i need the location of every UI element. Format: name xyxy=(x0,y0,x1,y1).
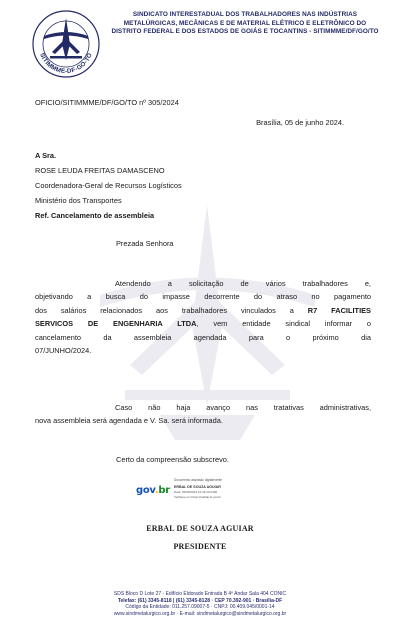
letter-footer xyxy=(0,591,400,617)
footer-web: www.sindmetalurgico.org.br · E-mail: sindmetalurgico@sindmetalurgico.org.br xyxy=(113,610,287,617)
signatory-title: PRESIDENTE xyxy=(173,542,227,551)
union-logo xyxy=(30,8,102,80)
paragraph-line: Atendendo a solicitação de vários trabalhadores e, xyxy=(115,279,371,288)
paragraph-line xyxy=(35,317,371,330)
letterhead-line: METALÚRGICAS, MECÂNICAS E DE MATERIAL ELÉTRICO E ELETRÔNICO DO xyxy=(123,19,367,27)
paragraph-main xyxy=(35,277,371,357)
letterhead-title xyxy=(104,11,386,37)
signatory-name: ERBAL DE SOUZA AGUIAR xyxy=(146,524,254,533)
govbr-logo xyxy=(136,485,170,496)
letter-date: Brasília, 05 de junho 2024. xyxy=(256,118,344,127)
recipient-name: ROSE LEUDA FREITAS DAMASCENO xyxy=(35,166,165,175)
stamp-verify-link: Verifique em https://validar.iti.gov.br xyxy=(174,494,222,499)
company-name: SERVICOS DE ENGENHARIA LTDA xyxy=(35,319,197,329)
footer-address: SDS Bloco D Lote 27 - Edifício Eldorado Entrada B 4º Andar Sala 404 CONIC xyxy=(113,591,287,597)
greeting: Prezada Senhora xyxy=(116,239,174,248)
govbr-logo-part: gov xyxy=(136,485,155,496)
paragraph-text: , vem entidade sindical informar o xyxy=(196,319,371,329)
subject-line: Ref. Cancelamento de assembleia xyxy=(35,211,155,220)
paragraph-line: cancelamento da assembleia agendada para o próximo dia xyxy=(35,332,371,342)
paragraph-line: 07/JUNHO/2024. xyxy=(35,346,92,356)
footer-phone: Telefax: (61) 3345-8118 | (61) 3345-8128 · CEP 70.392-901 · Brasília-DF xyxy=(117,597,283,604)
company-name: R7 FACILITIES xyxy=(307,305,371,315)
logo-text: SITIMMME-DF-GO-TO xyxy=(38,51,94,76)
recipient-role: Coordenadora-Geral de Recursos Logísticos xyxy=(35,181,182,190)
paragraph-text: dos salários relacionados aos trabalhadores vinculados a xyxy=(35,305,308,315)
digital-signature-stamp xyxy=(136,476,264,504)
paragraph-line: objetivando a busca do impasse decorrente do atraso no pagamento xyxy=(35,292,371,302)
paragraph-line xyxy=(35,304,371,317)
paragraph-second xyxy=(35,401,371,428)
recipient-organization: Ministério dos Transportes xyxy=(35,196,122,205)
paragraph-line: Caso não haja avanço nas tratativas administrativas, xyxy=(115,403,371,412)
stamp-caption: Documento assinado digitalmente xyxy=(174,478,223,482)
govbr-logo-part: . xyxy=(154,485,159,496)
govbr-logo-part: br xyxy=(158,485,170,496)
paragraph-line: nova assembleia será agendada e V. Sa. será informada. xyxy=(35,416,223,426)
stamp-signer: ERBAL DE SOUZA AGUIAR xyxy=(174,485,221,489)
stamp-date: Data: 05/06/2024 15:44:20-0300 xyxy=(174,490,218,494)
footer-registration: Código da Entidade: 011.257.09007-5 · CNPJ: 00.409.045/0001-14 xyxy=(125,604,275,611)
reference-number: OFICIO/SITIMMME/DF/GO/TO nº 305/2024 xyxy=(35,98,179,107)
letterhead-line: SINDICATO INTERESTADUAL DOS TRABALHADORES NAS INDÚSTRIAS xyxy=(132,11,358,18)
closing-line: Certo da compreensão subscrevo. xyxy=(116,455,229,464)
recipient-salutation: A Sra. xyxy=(35,151,57,160)
letterhead-line: DISTRITO FEDERAL E DOS ESTADOS DE GOIÁS E TOCANTINS - SITIMMME/DF/GO/TO xyxy=(111,28,379,36)
